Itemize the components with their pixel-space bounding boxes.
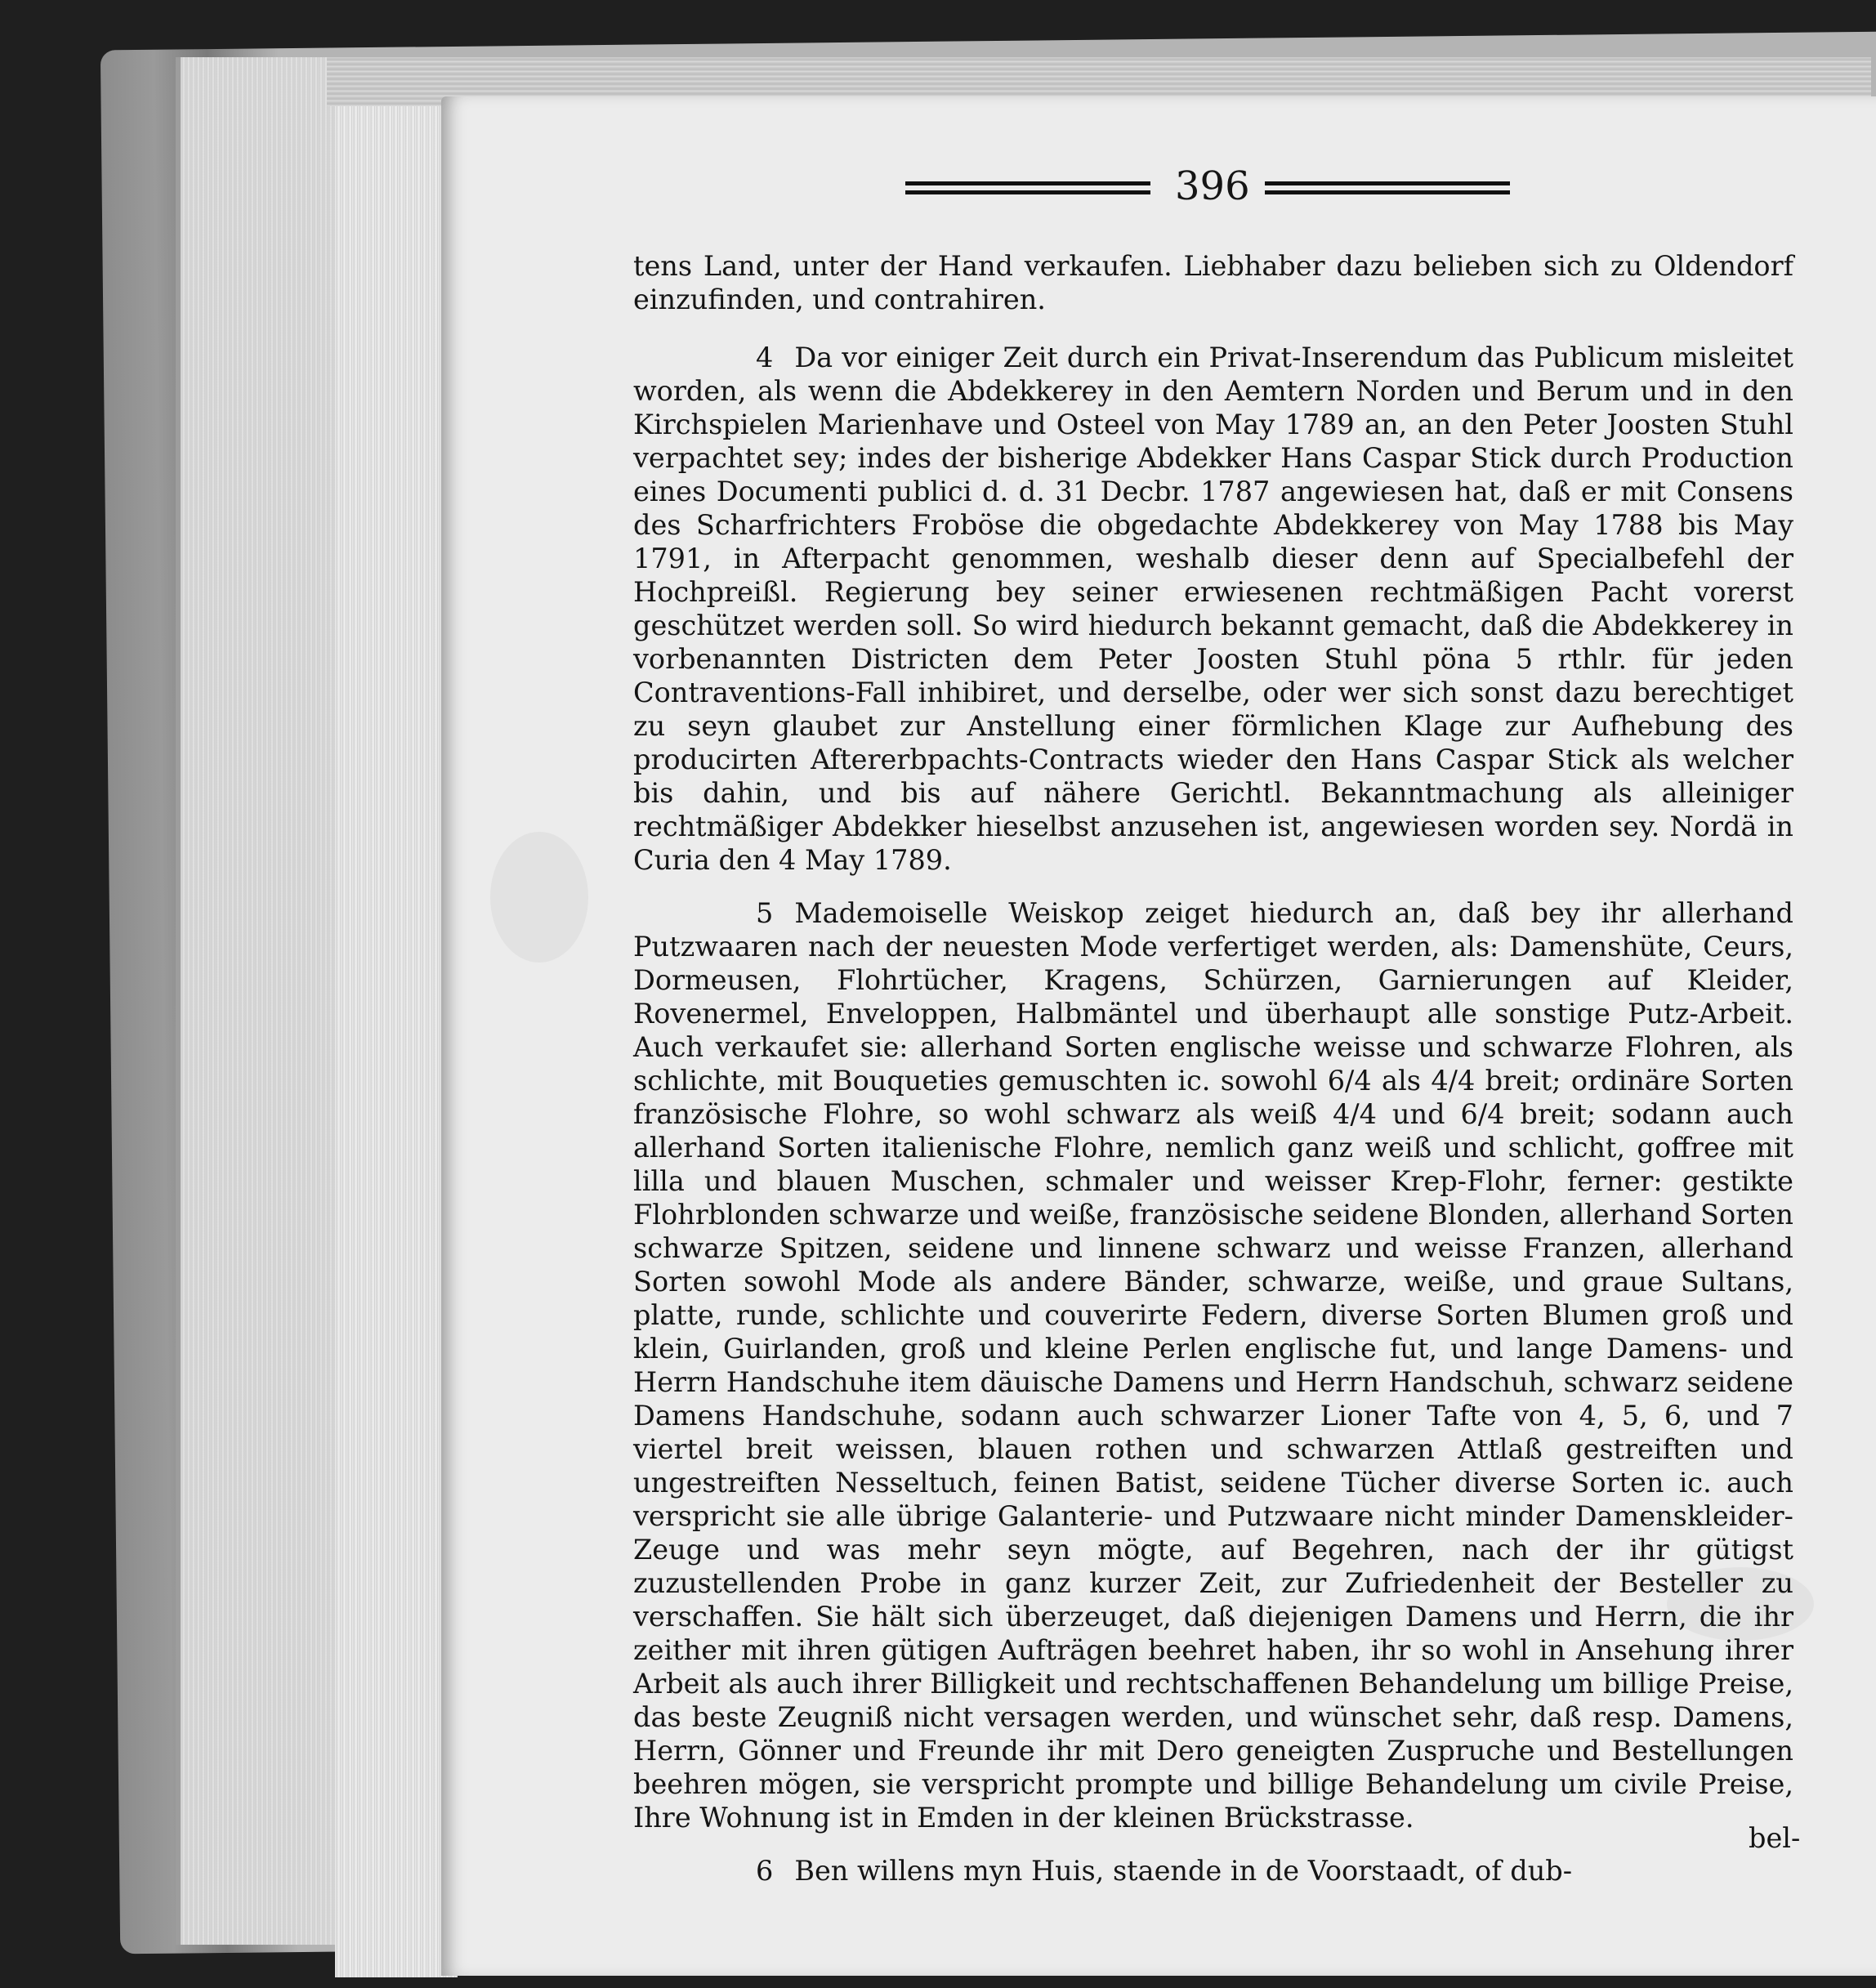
paragraph-notice-4 <box>633 341 1793 877</box>
page-gutter-edges <box>335 106 458 1977</box>
paragraph-notice-5 <box>633 896 1793 1834</box>
text-block <box>633 249 1793 1887</box>
page-header <box>905 163 1510 212</box>
paragraph-text: tens Land, unter der Hand verkaufen. Liebhaber dazu belieben sich zu Oldendorf einzufinden, und contrahiren. <box>633 250 1793 315</box>
paragraph-text: Ben willens myn Huis, staende in de Voorstaadt, of dub- <box>794 1855 1573 1887</box>
header-rule-right <box>1265 181 1510 194</box>
paragraph-continuation <box>633 249 1793 316</box>
paragraph-notice-6 <box>633 1854 1793 1887</box>
paragraph-text: Da vor einiger Zeit durch ein Privat-Inserendum das Publicum misleitet worden, als wenn die Abdekkerey in den Aemtern Norden und Berum und in den Kirchspielen Marienhave und Osteel von May 1789 an, an den Peter Joosten Stuhl verpachtet sey; indes der bisherige Abdekker Hans Caspar Stick durch Production eines Documenti publici d. d. 31 Decbr. 1787 angewiesen hat, daß er mit Consens des Scharfrichters Froböse die obgedachte Abdekkerey von May 1788 bis May 1791, in Afterpacht genommen, weshalb dieser denn auf Specialbefehl der Hochpreißl. Regierung bey seiner erwiesenen rechtmäßigen Pacht vorerst geschützet werden soll. So wird hiedurch bekannt gemacht, daß die Abdekkerey in vorbenannten Districten dem Peter Joosten Stuhl pöna 5 rthlr. für jeden Contraventions-Fall inhibiret, und derselbe, oder wer sich sonst dazu berechtiget zu seyn glaubet zur Anstellung einer förmlichen Klage zur Aufhebung des producirten Aftererbpachts-Contracts wieder den Hans Caspar Stick als welcher bis dahin, und bis auf nähere Gerichtl. Bekanntmachung als alleiniger rechtmäßiger Abdekker hieselbst anzusehen ist, angewiesen worden sey. Nordä in Curia den 4 May 1789. <box>633 342 1793 876</box>
page-number: 396 <box>1175 163 1250 209</box>
paragraph-text: Mademoiselle Weiskop zeiget hiedurch an, daß bey ihr allerhand Putzwaaren nach der neuesten Mode verfertiget werden, als: Damenshüte, Ceurs, Dormeusen, Flohrtücher, Kragens, Schürzen, Garnierungen auf Kleider, Rovenermel, Enveloppen, Halbmäntel und überhaupt alle sonstige Putz-Arbeit. Auch verkaufet sie: allerhand Sorten englische weisse und schwarze Flohren, als schlichte, mit Bouqueties gemuschten ic. sowohl 6/4 als 4/4 breit; ordinäre Sorten französische Flohre, so wohl schwarz als weiß 4/4 und 6/4 breit; sodann auch allerhand Sorten italienische Flohre, nemlich ganz weiß und schlicht, goffree mit lilla und blauen Muschen, schmaler und weisser Krep-Flohr, ferner: gestikte Flohrblonden schwarze und weiße, französische seidene Blonden, allerhand Sorten schwarze Spitzen, seidene und linnene schwarz und weisse Franzen, allerhand Sorten sowohl Mode als andere Bänder, schwarze, weiße, und graue Sultans, platte, runde, schlichte und couverirte Federn, diverse Sorten Blumen groß und klein, Guirlanden, groß und kleine Perlen englische fut, und lange Damens- und Herrn Handschuhe item däuische Damens und Herrn Handschuh, schwarz seidene Damens Handschuhe, sodann auch schwarzer Lioner Tafte von 4, 5, 6, und 7 viertel breit weissen, blauen rothen und schwarzen Attlaß gestreiften und ungestreiften Nesseltuch, feinen Batist, seidene Tücher diverse Sorten ic. auch verspricht sie alle übrige Galanterie- und Putzwaare nicht minder Damenskleider-Zeuge und was mehr seyn mögte, auf Begehren, nach der ihr gütigst zuzustellenden Probe in ganz kurzer Zeit, zur Zufriedenheit der Besteller zu verschaffen. Sie hält sich überzeuget, daß diejenigen Damens und Herrn, die ihr zeither mit ihren gütigen Aufträgen beehret haben, ihr so wohl in Ansehung ihrer Arbeit als auch ihrer Billigkeit und rechtschaffenen Behandelung um billige Preise, das beste Zeugniß nicht versagen werden, und wünschet sehr, daß resp. Damens, Herrn, Gönner und Freunde ihr mit Dero geneigten Zuspruche und Bestellungen beehren mögen, sie verspricht prompte und billige Behandelung um civile Preise, Ihre Wohnung ist in Emden in der kleinen Brückstrasse. <box>633 897 1793 1834</box>
paper-stain <box>490 832 588 963</box>
paragraph-number: 5 <box>756 897 774 929</box>
catchword: bel- <box>1749 1822 1801 1854</box>
paragraph-number: 6 <box>756 1855 774 1887</box>
paragraph-number: 4 <box>756 342 774 373</box>
page-stack-edge <box>176 57 344 1945</box>
header-rule-left <box>905 181 1150 194</box>
